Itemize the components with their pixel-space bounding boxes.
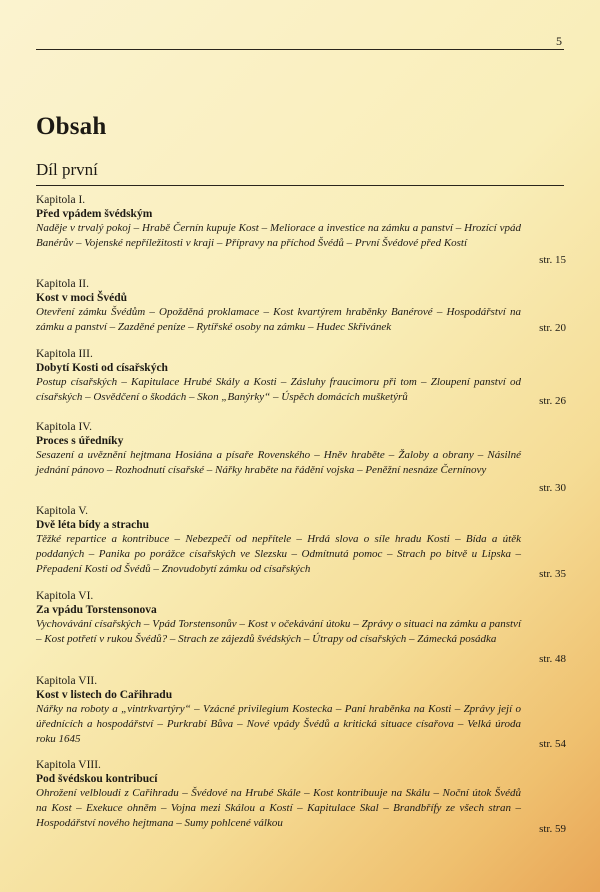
chapter-title: Dobytí Kosti od císařských <box>36 362 168 374</box>
chapter-page: str. 48 <box>539 653 566 665</box>
toc-entry-4 <box>36 420 566 498</box>
chapter-kicker: Kapitola IV. <box>36 421 93 433</box>
chapter-synopsis: Sesazení a uvěznění hejtmana Hosiána a písaře Rovenského – Hněv hraběte – Žaloby a obrany – Násilné jednání pánovo – Rozhodnutí císařské – Nářky hraběte na řádění vojska – Peněžní nesnáze Černínovy <box>36 449 521 477</box>
chapter-kicker: Kapitola II. <box>36 278 90 290</box>
chapter-synopsis: Nářky na roboty a „vintrkvartýry“ – Vzácné privilegium Kostecka – Paní hraběnka na Kosti – Zprávy její o úřednících a hospodářství – Purkrabí Bůva – Nové vpády Švédů a kritická situace císařova – Velká úroda roku 1645 <box>36 703 521 746</box>
part-title: Díl první <box>36 160 98 179</box>
chapter-title: Pod švédskou kontribucí <box>36 773 158 785</box>
chapter-page: str. 15 <box>539 254 566 266</box>
toc-entry-7 <box>36 674 566 754</box>
chapter-synopsis: Naděje v trvalý pokoj – Hrabě Černín kupuje Kost – Meliorace a investice na zámku a panství – Hrozící vpád Banérův – Vojenské nepříležitosti v kraji – Přípravy na příchod Švédů – První Švédové před Kostí <box>36 222 521 250</box>
chapter-synopsis: Ohrožení velbloudi z Cařihradu – Švédové na Hrubé Skále – Kost kontribuuje na Skálu – Noční útok Švédů na Kost – Exekuce ohněm – Vojna mezi Skálou a Kostí – Kapitulace Skal – Brandbřífy ze všech stran – Hospodářství nového hejtmana – Sumy pohlcené válkou <box>36 787 521 830</box>
chapter-title: Kost v listech do Cařihradu <box>36 689 173 701</box>
chapter-title: Za vpádu Torstensonova <box>36 604 157 616</box>
chapter-synopsis: Těžké repartice a kontribuce – Nebezpečí od nepřítele – Hrdá slova o síle hradu Kosti – Bída a útěk poddaných – Panika po porážce císařských ve Slezsku – Odmítnutá pomoc – Strach po bitvě u Lipska – Přepadení Kosti od Švédů – Znovudobytí zámku od císařských <box>36 533 521 576</box>
chapter-title: Proces s úředníky <box>36 435 124 447</box>
toc-entry-8 <box>36 758 566 838</box>
chapter-page: str. 30 <box>539 482 566 494</box>
chapter-synopsis: Postup císařských – Kapitulace Hrubé Skály a Kosti – Zásluhy fraucimoru při tom – Zloupení panství od císařských – Osvědčení o škodách – Skon „Banýrky“ – Úspěch domácích mušketýrů <box>36 376 521 404</box>
part-rule <box>36 185 564 186</box>
toc-entry-6 <box>36 589 566 669</box>
chapter-title: Kost v moci Švédů <box>36 292 128 304</box>
chapter-kicker: Kapitola VII. <box>36 675 98 687</box>
toc-entry-3 <box>36 347 566 411</box>
chapter-kicker: Kapitola III. <box>36 348 93 360</box>
top-rule <box>36 49 564 50</box>
chapter-page: str. 20 <box>539 322 566 334</box>
chapter-synopsis: Otevření zámku Švédům – Opožděná proklamace – Kost kvartýrem hraběnky Banérové – Hospodářství na zámku a panství – Zazděné peníze – Rytířské osoby na zámku – Hudec Skřivánek <box>36 306 521 334</box>
chapter-synopsis: Vychovávání císařských – Vpád Torstensonův – Kost v očekávání útoku – Zprávy o situaci na zámku a panství – Kost potřetí v rukou Švédů? – Strach ze zájezdů švédských – Útrapy od císařských – Zámecká posádka <box>36 618 521 646</box>
page-number: 5 <box>556 34 562 48</box>
chapter-kicker: Kapitola VIII. <box>36 759 101 771</box>
toc-entry-5 <box>36 504 566 584</box>
chapter-kicker: Kapitola I. <box>36 194 86 206</box>
chapter-title: Dvě léta bídy a strachu <box>36 519 150 531</box>
chapter-kicker: Kapitola V. <box>36 505 88 517</box>
chapter-page: str. 59 <box>539 823 566 835</box>
toc-entry-1 <box>36 193 566 271</box>
chapter-page: str. 26 <box>539 395 566 407</box>
chapter-page: str. 54 <box>539 738 566 750</box>
chapter-kicker: Kapitola VI. <box>36 590 94 602</box>
page-title: Obsah <box>36 113 107 140</box>
chapter-page: str. 35 <box>539 568 566 580</box>
chapter-title: Před vpádem švédským <box>36 208 153 220</box>
toc-entry-2 <box>36 277 566 341</box>
